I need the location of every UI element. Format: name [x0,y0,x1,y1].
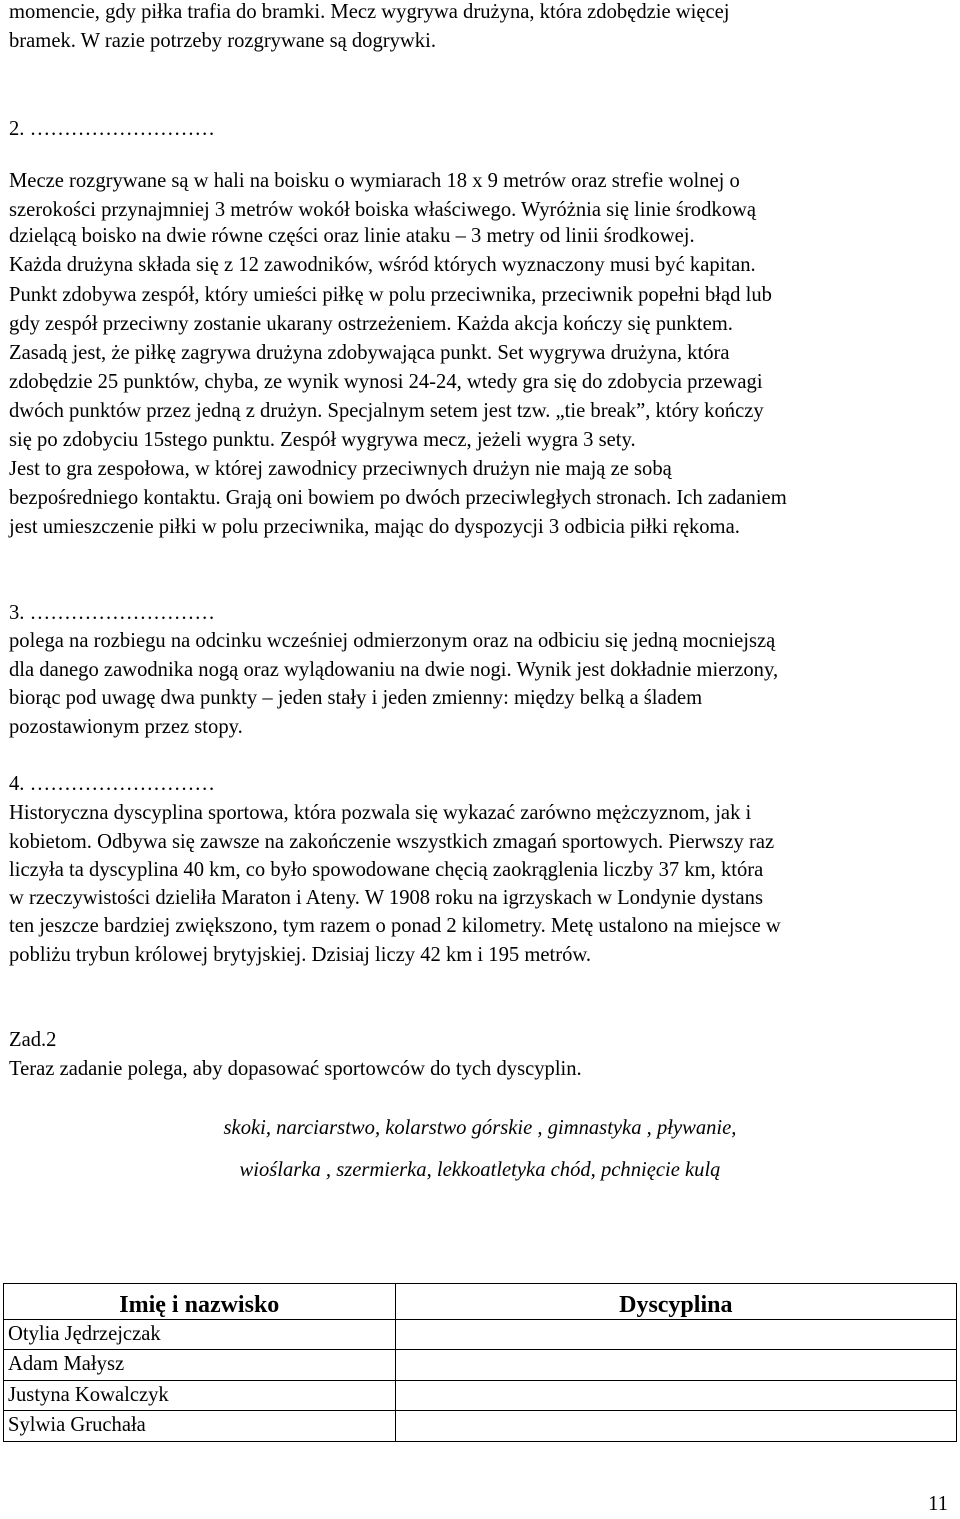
paragraph-line: pobliżu trybun królowej brytyjskiej. Dzisiaj liczy 42 km i 195 metrów. [9,944,592,966]
page-number: 11 [928,1493,948,1515]
athlete-name-cell: Sylwia Gruchała [4,1411,396,1441]
discipline-answer-cell[interactable] [395,1350,956,1380]
paragraph-line: ten jeszcze bardziej zwiększono, tym razem o ponad 2 kilometry. Metę ustalono na miejsce w [9,915,781,937]
paragraph-line: szerokości przynajmniej 3 metrów wokół boiska właściwego. Wyróżnia się linie środkową [9,199,757,221]
table-row [4,1380,957,1410]
discipline-answer-cell[interactable] [395,1411,956,1441]
paragraph-line: kobietom. Odbywa się zawsze na zakończenie wszystkich zmagań sportowych. Pierwszy raz [9,831,775,853]
table-row [4,1320,957,1350]
paragraph-line: Mecze rozgrywane są w hali na boisku o wymiarach 18 x 9 metrów oraz strefie wolnej o [9,170,740,192]
paragraph-line: Zasadą jest, że piłkę zagrywa drużyna zdobywająca punkt. Set wygrywa drużyna, która [9,342,730,364]
matching-table [3,1283,957,1442]
paragraph-line: pozostawionym przez stopy. [9,716,243,738]
paragraph-line: Historyczna dyscyplina sportowa, która pozwala się wykazać zarówno mężczyznom, jak i [9,802,752,824]
paragraph-line: zdobędzie 25 punktów, chyba, ze wynik wynosi 24-24, wtedy gra się do zdobycia przewagi [9,371,763,393]
paragraph-line: się po zdobyciu 15stego punktu. Zespół wygrywa mecz, jeżeli wygra 3 sety. [9,429,636,451]
task-instruction: Teraz zadanie polega, aby dopasować sportowców do tych dyscyplin. [9,1058,582,1080]
paragraph-line: polega na rozbiegu na odcinku wcześniej odmierzonym oraz na odbiciu się jedną mocniejszą [9,630,776,652]
disciplines-list-line-1: skoki, narciarstwo, kolarstwo górskie , gimnastyka , pływanie, [223,1117,737,1139]
table-row [4,1411,957,1441]
athlete-name-cell: Otylia Jędrzejczak [4,1320,396,1350]
paragraph-line: liczyła ta dyscyplina 40 km, co było spowodowane chęcią zaokrąglenia liczby 37 km, która [9,859,764,881]
column-header-name: Imię i nazwisko [4,1284,396,1320]
paragraph-line: w rzeczywistości dzieliła Maraton i Ateny. W 1908 roku na igrzyskach w Londynie dystans [9,887,763,909]
paragraph-line: dzielącą boisko na dwie równe części oraz linie ataku – 3 metry od linii środkowej. [9,225,695,247]
paragraph-line: gdy zespół przeciwny zostanie ukarany ostrzeżeniem. Każda akcja kończy się punktem. [9,313,733,335]
paragraph-line: Każda drużyna składa się z 12 zawodników, wśród których wyznaczony musi być kapitan. [9,254,756,276]
paragraph-line: momencie, gdy piłka trafia do bramki. Mecz wygrywa drużyna, która zdobędzie więcej [9,1,730,23]
paragraph-line: jest umieszczenie piłki w polu przeciwnika, mając do dyspozycji 3 odbicia piłki rękoma. [9,516,740,538]
paragraph-line: Jest to gra zespołowa, w której zawodnicy przeciwnych drużyn nie mają ze sobą [9,458,672,480]
paragraph-line: dwóch punktów przez jedną z drużyn. Specjalnym setem jest tzw. „tie break”, który kończy [9,400,764,422]
paragraph-line: bezpośredniego kontaktu. Grają oni bowiem po dwóch przeciwległych stronach. Ich zadaniem [9,487,787,509]
task-title: Zad.2 [9,1029,57,1051]
table-header-row [4,1284,957,1320]
athlete-name-cell: Adam Małysz [4,1350,396,1380]
discipline-answer-cell[interactable] [395,1380,956,1410]
athlete-name-cell: Justyna Kowalczyk [4,1380,396,1410]
section-heading-4: 4. ……………………… [9,773,215,795]
section-heading-3: 3. ……………………… [9,602,215,624]
paragraph-line: dla danego zawodnika nogą oraz wylądowaniu na dwie nogi. Wynik jest dokładnie mierzony, [9,659,779,681]
paragraph-line: Punkt zdobywa zespół, który umieści piłkę w polu przeciwnika, przeciwnik popełni błąd lub [9,284,772,306]
disciplines-list-line-2: wioślarka , szermierka, lekkoatletyka chód, pchnięcie kulą [239,1159,721,1181]
section-heading-2: 2. ……………………… [9,118,215,140]
table-row [4,1350,957,1380]
discipline-answer-cell[interactable] [395,1320,956,1350]
paragraph-line: biorąc pod uwagę dwa punkty – jeden stały i jeden zmienny: między belką a śladem [9,687,703,709]
column-header-discipline: Dyscyplina [395,1284,956,1320]
paragraph-line: bramek. W razie potrzeby rozgrywane są dogrywki. [9,30,436,52]
